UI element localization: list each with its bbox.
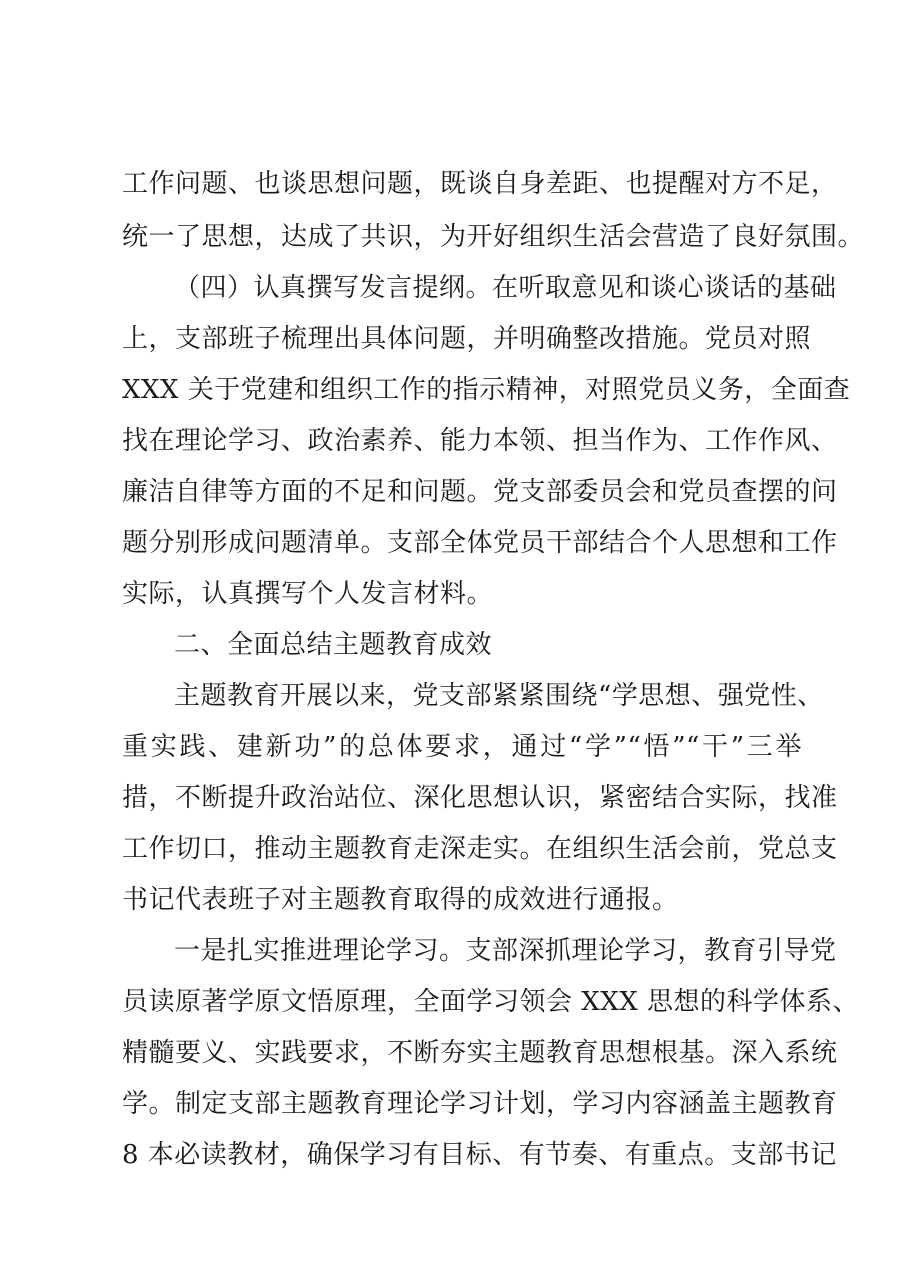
text-line: 精髓要义、实践要求，不断夯实主题教育思想根基。深入系统: [122, 1038, 838, 1068]
text-line: 找在理论学习、政治素养、能力本领、担当作为、工作作风、: [122, 426, 838, 456]
text-line: XXX 关于党建和组织工作的指示精神，对照党员义务，全面查: [122, 375, 851, 405]
text-line: 工作问题、也谈思想问题，既谈自身差距、也提醒对方不足，: [122, 169, 838, 199]
text-line: （四）认真撰写发言提纲。在听取意见和谈心谈话的基础: [174, 273, 837, 303]
text-line: 学。制定支部主题教育理论学习计划，学习内容涵盖主题教育: [122, 1089, 838, 1119]
text-line: 措，不断提升政治站位、深化思想认识，紧密结合实际，找准: [122, 783, 838, 813]
text-line: 书记代表班子对主题教育取得的成效进行通报。: [122, 885, 679, 915]
text-line: 一是扎实推进理论学习。支部深抓理论学习，教育引导党: [174, 936, 837, 966]
text-line: 题分别形成问题清单。支部全体党员干部结合个人思想和工作: [122, 528, 838, 558]
text-line: 8 本必读教材，确保学习有目标、有节奏、有重点。支部书记: [122, 1140, 837, 1170]
text-line: 工作切口，推动主题教育走深走实。在组织生活会前，党总支: [122, 834, 838, 864]
section-heading: 二、全面总结主题教育成效: [174, 630, 493, 660]
text-line: 重实践、建新功”的总体要求，通过“学”“悟”“干”三举: [122, 732, 802, 762]
text-line: 实际，认真撰写个人发言材料。: [122, 579, 494, 609]
text-line: 统一了思想，达成了共识，为开好组织生活会营造了良好氛围。: [122, 222, 865, 252]
text-line: 员读原著学原文悟原理，全面学习领会 XXX 思想的科学体系、: [122, 987, 860, 1017]
text-line: 廉洁自律等方面的不足和问题。党支部委员会和党员查摆的问: [122, 477, 838, 507]
text-line: 主题教育开展以来，党支部紧紧围绕“学思想、强党性、: [174, 681, 824, 711]
text-line: 上，支部班子梳理出具体问题，并明确整改措施。党员对照: [122, 324, 812, 354]
